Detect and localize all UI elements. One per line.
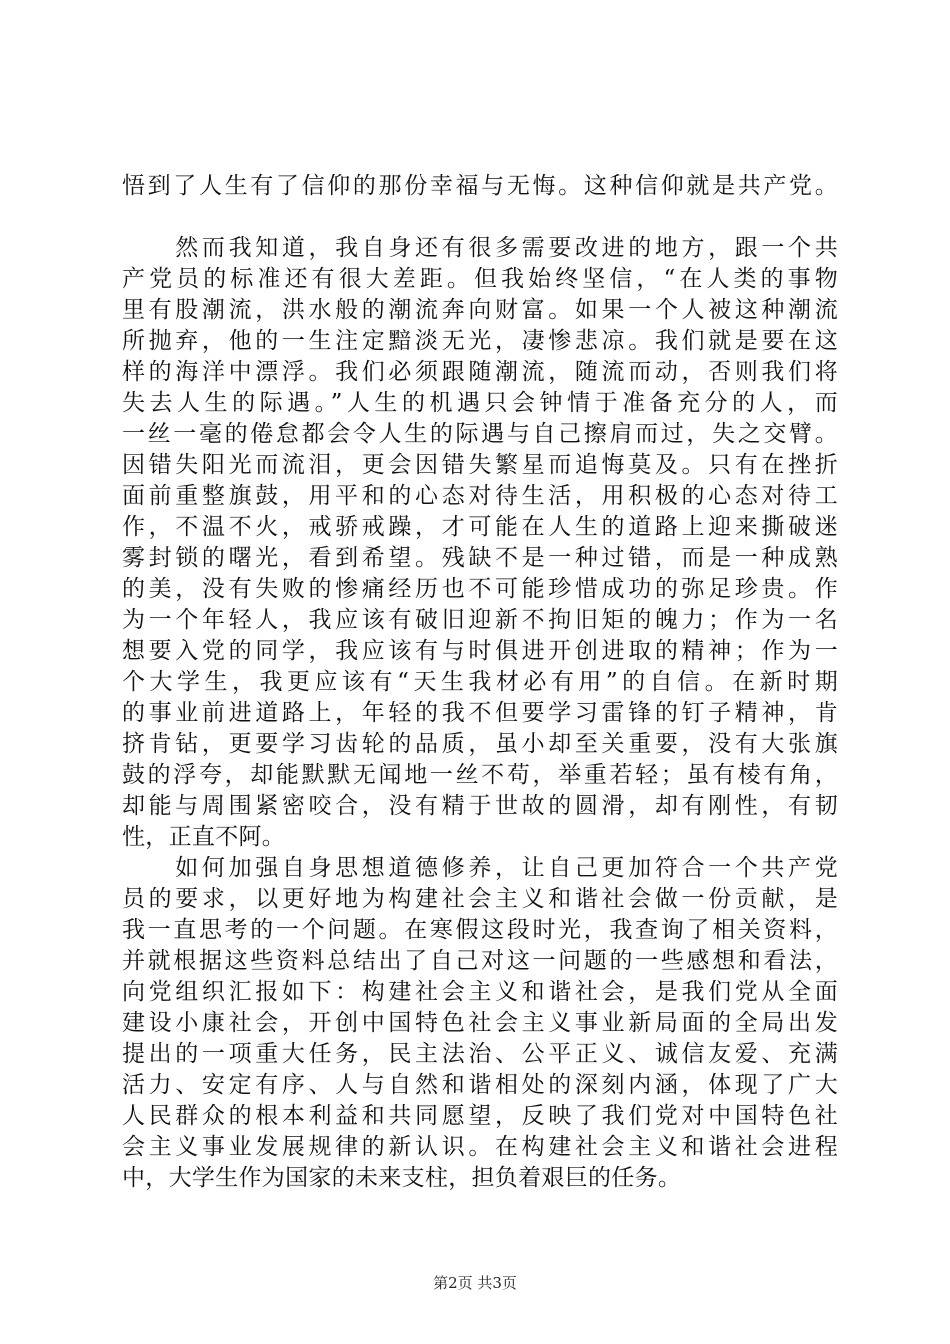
paragraph-gap (122, 202, 838, 233)
text-line: 所抛弃，他的一生注定黯淡无光，凄惨悲凉。我们就是要在这 (122, 328, 838, 354)
text-line: 提出的一项重大任务，民主法治、公平正义、诚信友爱、充满 (122, 1041, 838, 1067)
text-line: 向党组织汇报如下：构建社会主义和谐社会，是我们党从全面 (122, 979, 838, 1005)
text-line: 会主义事业发展规律的新认识。在构建社会主义和谐社会进程 (122, 1134, 838, 1160)
text-line: 建设小康社会，开创中国特色社会主义事业新局面的全局出发 (122, 1010, 838, 1036)
text-line: 然而我知道，我自身还有很多需要改进的地方，跟一个共 (122, 235, 838, 261)
text-line: 失去人生的际遇。”人生的机遇只会钟情于准备充分的人，而 (122, 390, 838, 416)
text-line: 的事业前进道路上，年轻的我不但要学习雷锋的钉子精神，肯 (122, 700, 838, 726)
text-line: 鼓的浮夸，却能默默无闻地一丝不苟，举重若轻；虽有棱有角， (122, 762, 838, 788)
text-line: 样的海洋中漂浮。我们必须跟随潮流，随流而动，否则我们将 (122, 359, 838, 385)
text-line: 里有股潮流，洪水般的潮流奔向财富。如果一个人被这种潮流 (122, 297, 838, 323)
text-line: 一丝一毫的倦怠都会令人生的际遇与自己擦肩而过，失之交臂。 (122, 421, 838, 447)
text-line: 因错失阳光而流泪，更会因错失繁星而追悔莫及。只有在挫折 (122, 452, 838, 478)
text-line: 性，正直不阿。 (122, 824, 286, 850)
text-line: 我一直思考的一个问题。在寒假这段时光，我查询了相关资料， (122, 917, 838, 943)
text-line: 中，大学生作为国家的未来支柱，担负着艰巨的任务。 (122, 1165, 682, 1191)
text-line: 个大学生，我更应该有“天生我材必有用”的自信。在新时期 (122, 669, 838, 695)
paragraph-1 (122, 171, 838, 202)
text-line: 作，不温不火，戒骄戒躁，才可能在人生的道路上迎来撕破迷 (122, 514, 838, 540)
text-line: 面前重整旗鼓，用平和的心态对待生活，用积极的心态对待工 (122, 483, 838, 509)
text-line: 挤肯钻，更要学习齿轮的品质，虽小却至关重要，没有大张旗 (122, 731, 838, 757)
text-line: 产党员的标准还有很大差距。但我始终坚信，“在人类的事物 (122, 266, 838, 292)
text-line: 想要入党的同学，我应该有与时俱进开创进取的精神；作为一 (122, 638, 838, 664)
text-line: 悟到了人生有了信仰的那份幸福与无悔。这种信仰就是共产党。 (122, 173, 838, 199)
body-text (122, 171, 838, 1194)
text-line: 的美，没有失败的惨痛经历也不可能珍惜成功的弥足珍贵。作 (122, 576, 838, 602)
text-line: 如何加强自身思想道德修养，让自己更加符合一个共产党 (122, 855, 838, 881)
text-line: 却能与周围紧密咬合，没有精于世故的圆滑，却有刚性，有韧 (122, 793, 838, 819)
page-number-footer: 第2页 共3页 (433, 1274, 517, 1292)
text-line: 为一个年轻人，我应该有破旧迎新不拘旧矩的魄力；作为一名 (122, 607, 838, 633)
text-line: 员的要求，以更好地为构建社会主义和谐社会做一份贡献，是 (122, 886, 838, 912)
text-line: 人民群众的根本利益和共同愿望，反映了我们党对中国特色社 (122, 1103, 838, 1129)
paragraph-2 (122, 233, 838, 853)
text-line: 活力、安定有序、人与自然和谐相处的深刻内涵，体现了广大 (122, 1072, 838, 1098)
text-line: 并就根据这些资料总结出了自己对这一问题的一些感想和看法， (122, 948, 838, 974)
paragraph-3 (122, 853, 838, 1194)
text-line: 雾封锁的曙光，看到希望。残缺不是一种过错，而是一种成熟 (122, 545, 838, 571)
